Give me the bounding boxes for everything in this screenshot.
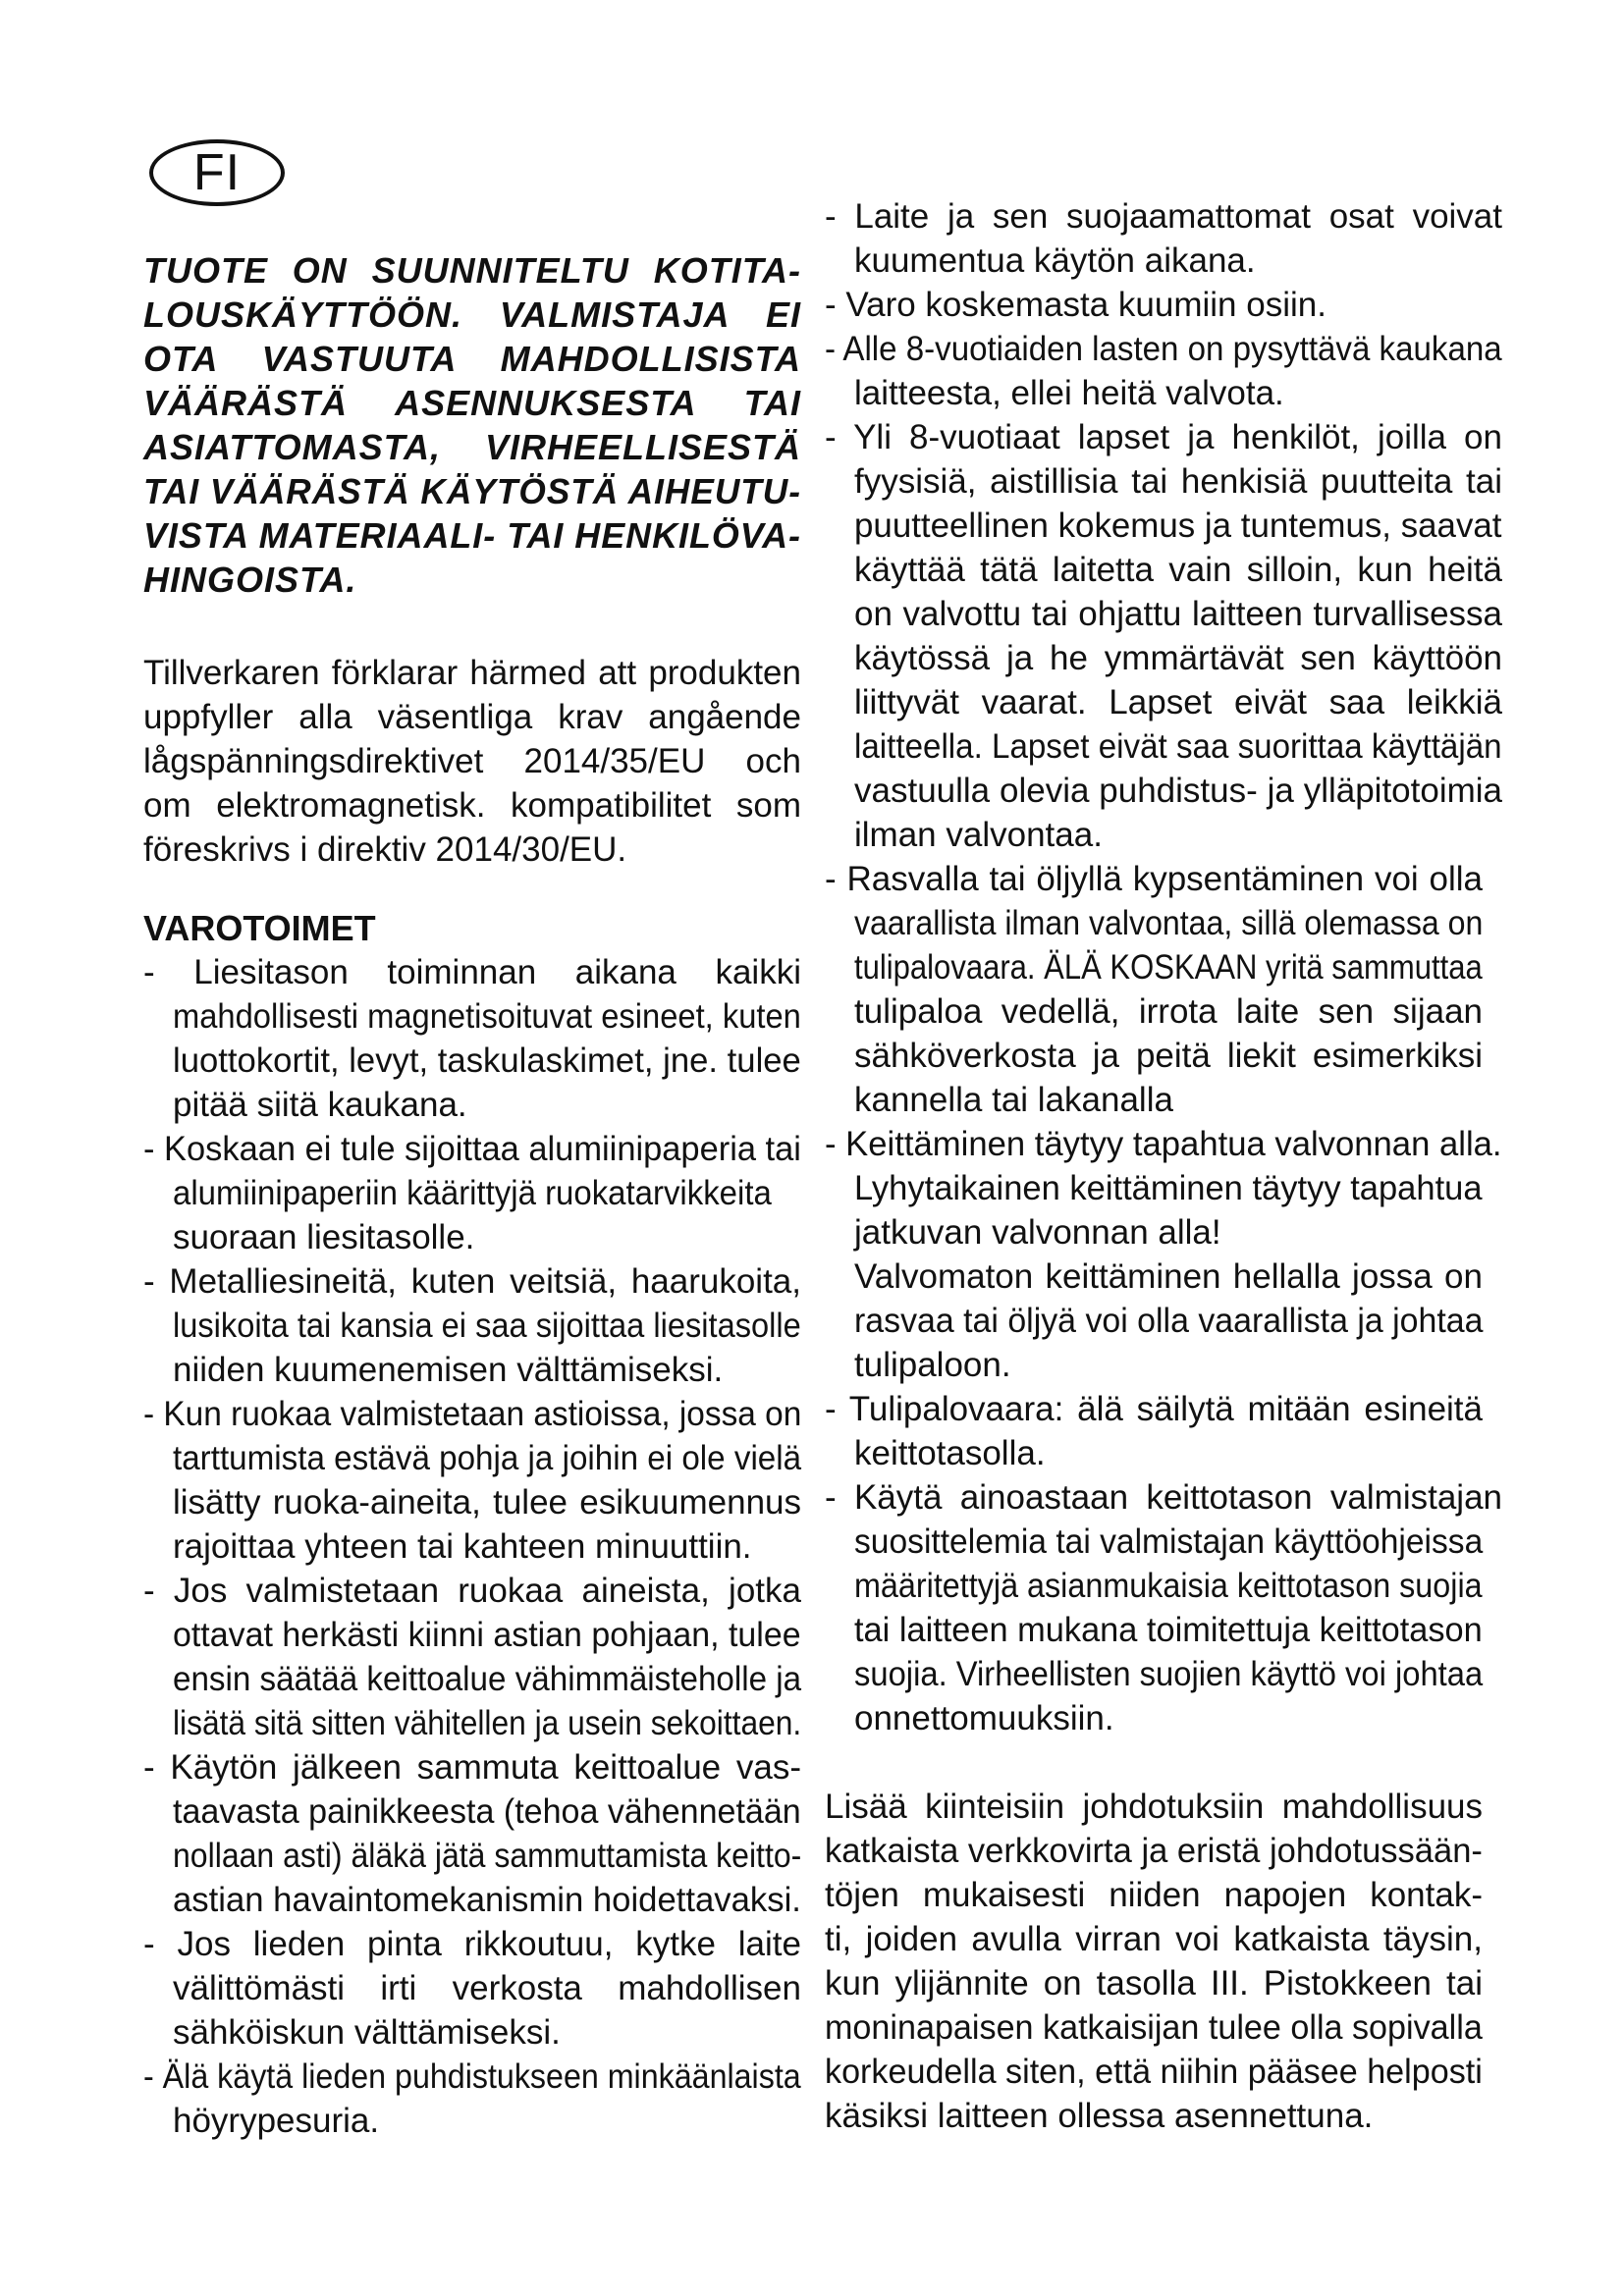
text-line: välittömästi irti verkosta mahdollisen	[173, 1969, 801, 2007]
heading-line: LOUSKÄYTTÖÖN. VALMISTAJA EI	[143, 294, 801, 335]
text-line: kun ylijännite on tasolla III. Pistokkeen tai	[825, 1964, 1483, 2002]
text-line: suosittelemia tai valmistajan käyttöohjeissa	[854, 1522, 1484, 1561]
text-line: - Liesitason toiminnan aikana kaikki	[143, 953, 801, 991]
text-line: - Kun ruokaa valmistetaan astioissa, jossa on	[143, 1395, 802, 1433]
text-line: - Jos lieden pinta rikkoutuu, kytke laite	[143, 1925, 801, 1963]
text-line: - Yli 8-vuotiaat lapset ja henkilöt, joilla on	[825, 418, 1502, 456]
text-line: vastuulla olevia puhdistus- ja ylläpitotoimia	[854, 772, 1502, 810]
heading-line: VISTA MATERIAALI- TAI HENKILÖVA-	[143, 515, 801, 556]
text-line: - Metalliesineitä, kuten veitsiä, haarukoita,	[143, 1262, 801, 1301]
text-line: tulipaloon.	[854, 1346, 1011, 1384]
text-line: - Käytön jälkeen sammuta keittoalue vas-	[143, 1748, 801, 1787]
text-line: - Älä käytä lieden puhdistukseen minkäänlaista	[143, 2057, 801, 2096]
text-line: määritettyjä asianmukaisia keittotason suojia	[854, 1567, 1483, 1605]
text-line: katkaista verkkovirta ja eristä johdotussään-	[825, 1832, 1483, 1870]
text-line: töjen mukaisesti niiden napojen kontak-	[825, 1876, 1483, 1914]
text-line: - Alle 8-vuotiaiden lasten on pysyttävä kaukana	[825, 330, 1502, 368]
text-line: tulipaloa vedellä, irrota laite sen sijaan	[854, 992, 1483, 1031]
text-line: niiden kuumenemisen välttämiseksi.	[173, 1351, 724, 1389]
text-line: kuumentua käytön aikana.	[854, 241, 1256, 280]
text-line: Tillverkaren förklarar härmed att produkten	[143, 654, 801, 692]
text-line: tarttumista estävä pohja ja joihin ei ole vielä	[173, 1439, 802, 1477]
text-line: mahdollisesti magnetisoituvat esineet, kuten	[173, 997, 801, 1036]
text-line: pitää siitä kaukana.	[173, 1086, 467, 1124]
text-line: moninapaisen katkaisijan tulee olla sopivalla	[825, 2008, 1483, 2047]
text-line: höyrypesuria.	[173, 2102, 380, 2140]
text-line: vaarallista ilman valvontaa, sillä olemassa on	[854, 904, 1484, 942]
text-line: onnettomuuksiin.	[854, 1699, 1114, 1737]
heading-line: TUOTE ON SUUNNITELTU KOTITA-	[143, 250, 801, 291]
text-line: laitteesta, ellei heitä valvota.	[854, 374, 1284, 412]
text-line: tulipalovaara. ÄLÄ KOSKAAN yritä sammuttaa	[854, 948, 1483, 987]
heading-line: HINGOISTA.	[143, 560, 357, 600]
text-line: Lyhytaikainen keittäminen täytyy tapahtua	[854, 1169, 1483, 1207]
text-line: fyysisiä, aistillisia tai henkisiä puutteita tai	[854, 462, 1502, 501]
text-line: ti, joiden avulla virran voi katkaista täysin,	[825, 1920, 1483, 1958]
text-line: sähköverkosta ja peitä liekit esimerkiksi	[854, 1037, 1483, 1075]
text-line: jatkuvan valvonnan alla!	[854, 1213, 1221, 1252]
text-line: - Koskaan ei tule sijoittaa alumiinipaperia tai	[143, 1130, 801, 1168]
text-line: taavasta painikkeesta (tehoa vähennetään	[173, 1792, 801, 1831]
text-line: sähköiskun välttämiseksi.	[173, 2013, 561, 2052]
text-line: käytössä ja he ymmärtävät sen käyttöön	[854, 639, 1502, 677]
text-line: korkeudella siten, että niihin pääsee helposti	[825, 2053, 1483, 2091]
text-line: nollaan asti) äläkä jätä sammuttamista keitto-	[173, 1837, 802, 1875]
text-line: käyttää tätä laitetta vain silloin, kun heitä	[854, 551, 1502, 589]
heading-line: OTA VASTUUTA MAHDOLLISISTA	[143, 339, 801, 379]
text-line: puutteellinen kokemus ja tuntemus, saavat	[854, 507, 1502, 545]
text-line: käsiksi laitteen ollessa asennettuna.	[825, 2097, 1374, 2135]
section-title: VAROTOIMET	[143, 908, 376, 948]
text-line: föreskrivs i direktiv 2014/30/EU.	[143, 830, 627, 869]
text-line: on valvottu tai ohjattu laitteen turvallisessa	[854, 595, 1502, 633]
text-line: tai laitteen mukana toimitettuja keittotason	[854, 1611, 1483, 1649]
text-line: ottavat herkästi kiinni astian pohjaan, tulee	[173, 1616, 801, 1654]
text-line: rajoittaa yhteen tai kahteen minuuttiin.	[173, 1527, 752, 1566]
text-line: ensin säätää keittoalue vähimmäisteholle ja	[173, 1660, 802, 1698]
text-line: lisätä sitä sitten vähitellen ja usein sekoittaen.	[173, 1704, 802, 1742]
text-line: lusikoita tai kansia ei saa sijoittaa liesitasolle	[173, 1307, 801, 1345]
language-badge: FI	[149, 139, 285, 206]
text-line: rasvaa tai öljyä voi olla vaarallista ja johtaa	[854, 1302, 1484, 1340]
text-line: Valvomaton keittäminen hellalla jossa on	[854, 1257, 1483, 1296]
text-line: om elektromagnetisk. kompatibilitet som	[143, 786, 801, 825]
heading-line: VÄÄRÄSTÄ ASENNUKSESTA TAI	[143, 383, 801, 423]
text-line: - Keittäminen täytyy tapahtua valvonnan alla.	[825, 1125, 1502, 1163]
text-line: kannella tai lakanalla	[854, 1081, 1173, 1119]
text-line: lågspänningsdirektivet 2014/35/EU och	[143, 742, 801, 780]
text-line: - Rasvalla tai öljyllä kypsentäminen voi olla	[825, 860, 1483, 898]
text-line: keittotasolla.	[854, 1434, 1046, 1472]
text-line: - Jos valmistetaan ruokaa aineista, jotka	[143, 1572, 801, 1610]
heading-line: TAI VÄÄRÄSTÄ KÄYTÖSTÄ AIHEUTU-	[143, 471, 801, 511]
text-line: liittyvät vaarat. Lapset eivät saa leikkiä	[854, 683, 1502, 721]
text-line: lisätty ruoka-aineita, tulee esikuumennus	[173, 1483, 801, 1522]
heading-line: ASIATTOMASTA, VIRHEELLISESTÄ	[143, 427, 801, 467]
text-line: - Käytä ainoastaan keittotason valmistajan	[825, 1478, 1502, 1517]
text-line: astian havaintomekanismin hoidettavaksi.	[173, 1881, 801, 1919]
text-line: uppfyller alla väsentliga krav angående	[143, 698, 801, 736]
text-line: luottokortit, levyt, taskulaskimet, jne. tulee	[173, 1041, 801, 1080]
text-line: ilman valvontaa.	[854, 816, 1103, 854]
text-line: - Tulipalovaara: älä säilytä mitään esineitä	[825, 1390, 1483, 1428]
text-line: suojia. Virheellisten suojien käyttö voi johtaa	[854, 1655, 1484, 1693]
text-line: - Varo koskemasta kuumiin osiin.	[825, 286, 1326, 324]
text-line: - Laite ja sen suojaamattomat osat voivat	[825, 197, 1502, 236]
text-line: laitteella. Lapset eivät saa suorittaa käyttäjän	[854, 727, 1502, 766]
text-line: Lisää kiinteisiin johdotuksiin mahdollisuus	[825, 1788, 1483, 1826]
text-line: suoraan liesitasolle.	[173, 1218, 475, 1256]
text-line: alumiinipaperiin käärittyjä ruokatarvikkeita	[173, 1174, 772, 1212]
